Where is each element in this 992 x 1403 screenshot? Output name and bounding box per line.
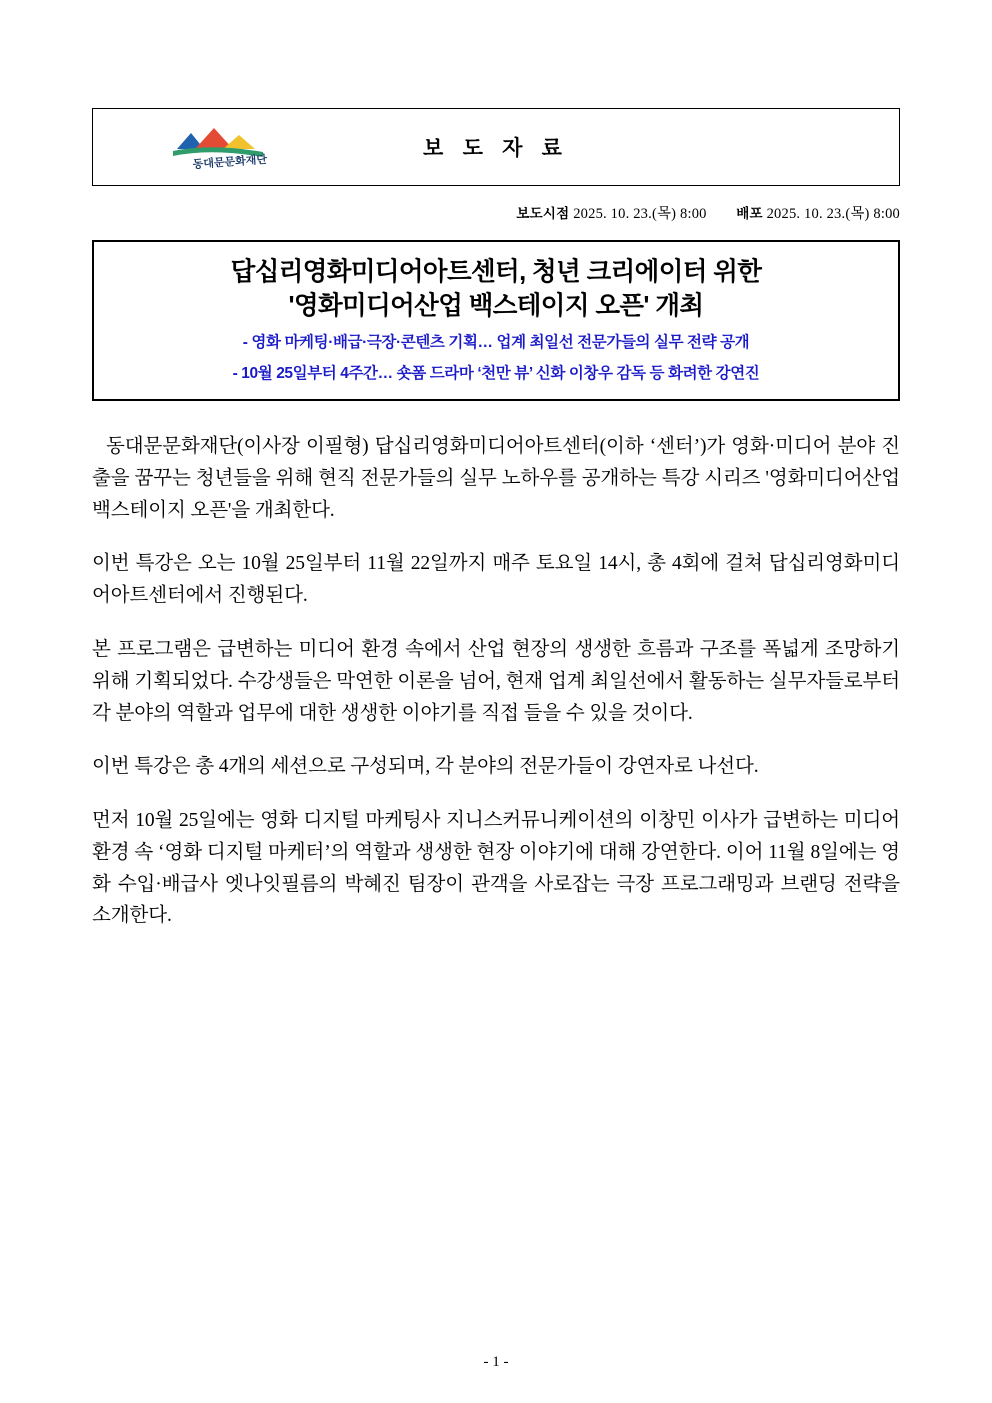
release-meta [92, 202, 900, 223]
headline-line-1: 답십리영화미디어아트센터, 청년 크리에이터 위한 [230, 258, 762, 286]
press-release-header-box [92, 108, 900, 186]
headline-box [92, 240, 900, 401]
page-title: 보 도 자 료 [423, 136, 569, 160]
paragraph-5: 먼저 10월 25일에는 영화 디지털 마케팅사 지니스커뮤니케이션의 이창민 이사가 급변하는 미디어 환경 속 ‘영화 디지털 마케터’의 역할과 생생한 현장 이야기에 대해 강연한다. 이어 11월 8일에는 영화 수입·배급사 엣나잇필름의 박혜진 팀장이 관객을 사로잡는 극장 프로그래밍과 브랜딩 전략을 소개한다. [92, 810, 900, 927]
paragraph-4: 이번 특강은 총 4개의 세션으로 구성되며, 각 분야의 전문가들이 강연자로 나선다. [92, 756, 759, 778]
svg-text:동대문문화재단: 동대문문화재단 [192, 153, 268, 171]
page-number: - 1 - [483, 1354, 509, 1370]
distribute-label: 배포 [736, 206, 763, 221]
distribute-value: 2025. 10. 23.(목) 8:00 [766, 206, 900, 222]
paragraph-1: 동대문문화재단(이사장 이필형) 답십리영화미디어아트센터(이하 ‘센터’)가 영화·미디어 분야 진출을 꿈꾸는 청년들을 위해 현직 전문가들의 실무 노하우를 공개하는 특강 시리즈 '영화미디어산업 백스테이지 오픈'을 개최한다. [92, 436, 900, 521]
subheadline-line-1: - 영화 마케팅·배급·극장·콘텐츠 기획… 업계 최일선 전문가들의 실무 전략 공개 [242, 333, 750, 351]
paragraph-2: 이번 특강은 오는 10월 25일부터 11월 22일까지 매주 토요일 14시, 총 4회에 걸쳐 답십리영화미디어아트센터에서 진행된다. [92, 553, 900, 607]
paragraph-3: 본 프로그램은 급변하는 미디어 환경 속에서 산업 현장의 생생한 흐름과 구조를 폭넓게 조망하기 위해 기획되었다. 수강생들은 막연한 이론을 넘어, 현재 업계 최일선에서 활동하는 실무자들로부터 각 분야의 역할과 업무에 대한 생생한 이야기를 직접 들을 수 있을 것이다. [92, 638, 901, 724]
subheadline-line-2: - 10월 25일부터 4주간… 숏폼 드라마 ‘천만 뷰’ 신화 이창우 감독 등 화려한 강연진 [232, 364, 760, 382]
body-content [92, 431, 900, 932]
headline-line-2: '영화미디어산업 백스테이지 오픈' 개최 [288, 291, 704, 320]
dongdaemun-foundation-logo [171, 119, 289, 175]
release-time-label: 보도시점 [516, 206, 570, 221]
release-time-value: 2025. 10. 23.(목) 8:00 [573, 206, 707, 222]
